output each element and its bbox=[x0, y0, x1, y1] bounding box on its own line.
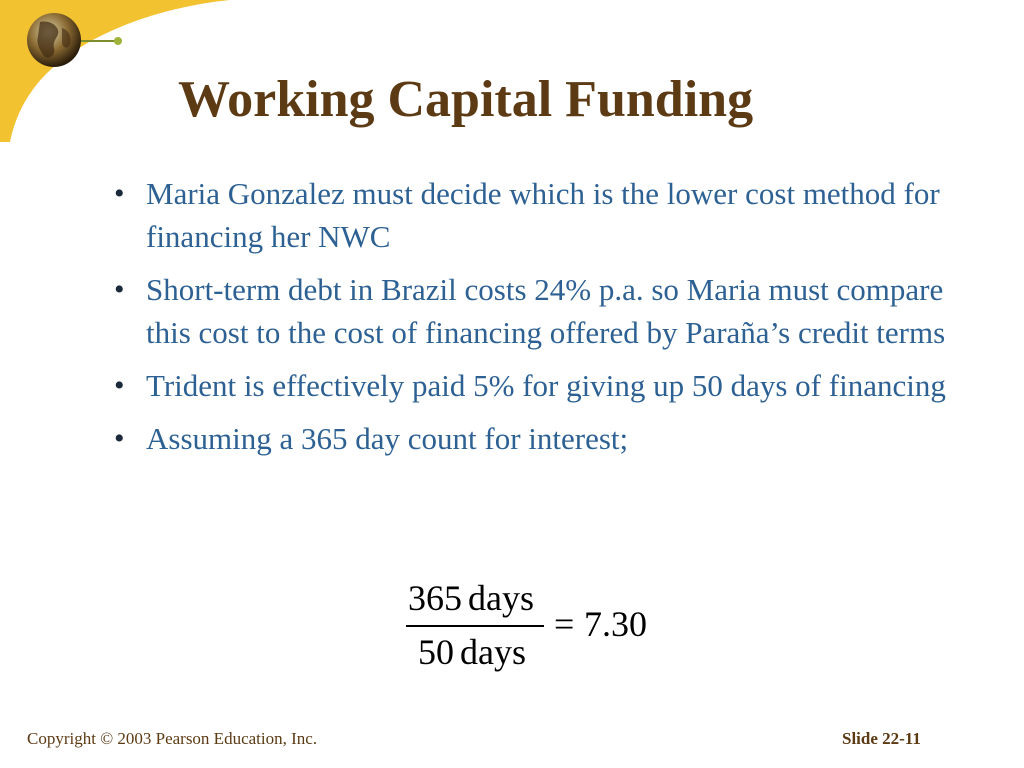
formula-numerator bbox=[408, 576, 534, 620]
bullet-dot-icon: • bbox=[114, 369, 125, 402]
denominator-value: 50 bbox=[418, 632, 454, 672]
bullet-text: Assuming a 365 day count for interest; bbox=[146, 421, 629, 456]
bullet-dot-icon: • bbox=[114, 273, 125, 306]
bullet-text: Trident is effectively paid 5% for giving up 50 days of financing bbox=[146, 368, 946, 403]
bullet-list bbox=[108, 172, 988, 470]
globe-icon bbox=[0, 0, 130, 80]
formula bbox=[400, 574, 670, 674]
bullet-text: Maria Gonzalez must decide which is the lower cost method for financing her NWC bbox=[146, 176, 940, 254]
numerator-value: 365 bbox=[408, 578, 462, 618]
formula-result: 7.30 bbox=[584, 604, 647, 644]
bullet-dot-icon: • bbox=[114, 177, 125, 210]
bullet-text: Short-term debt in Brazil costs 24% p.a. so Maria must compare this cost to the cost of financing offered by Paraña’s credit terms bbox=[146, 272, 946, 350]
footer-copyright: Copyright © 2003 Pearson Education, Inc. bbox=[27, 729, 318, 748]
formula-fraction bbox=[400, 574, 550, 674]
bullet-item bbox=[108, 417, 988, 460]
bullet-item bbox=[108, 268, 988, 354]
formula-equals-sign: = bbox=[554, 604, 575, 644]
bullet-item bbox=[108, 364, 988, 407]
numerator-unit: days bbox=[468, 578, 534, 618]
formula-denominator bbox=[418, 630, 526, 674]
footer-slide-number: Slide 22-11 bbox=[842, 729, 921, 748]
fraction-bar bbox=[406, 625, 544, 627]
denominator-unit: days bbox=[460, 632, 526, 672]
bullet-item bbox=[108, 172, 988, 258]
bullet-dot-icon: • bbox=[114, 422, 125, 455]
slide-title: Working Capital Funding bbox=[178, 71, 754, 128]
